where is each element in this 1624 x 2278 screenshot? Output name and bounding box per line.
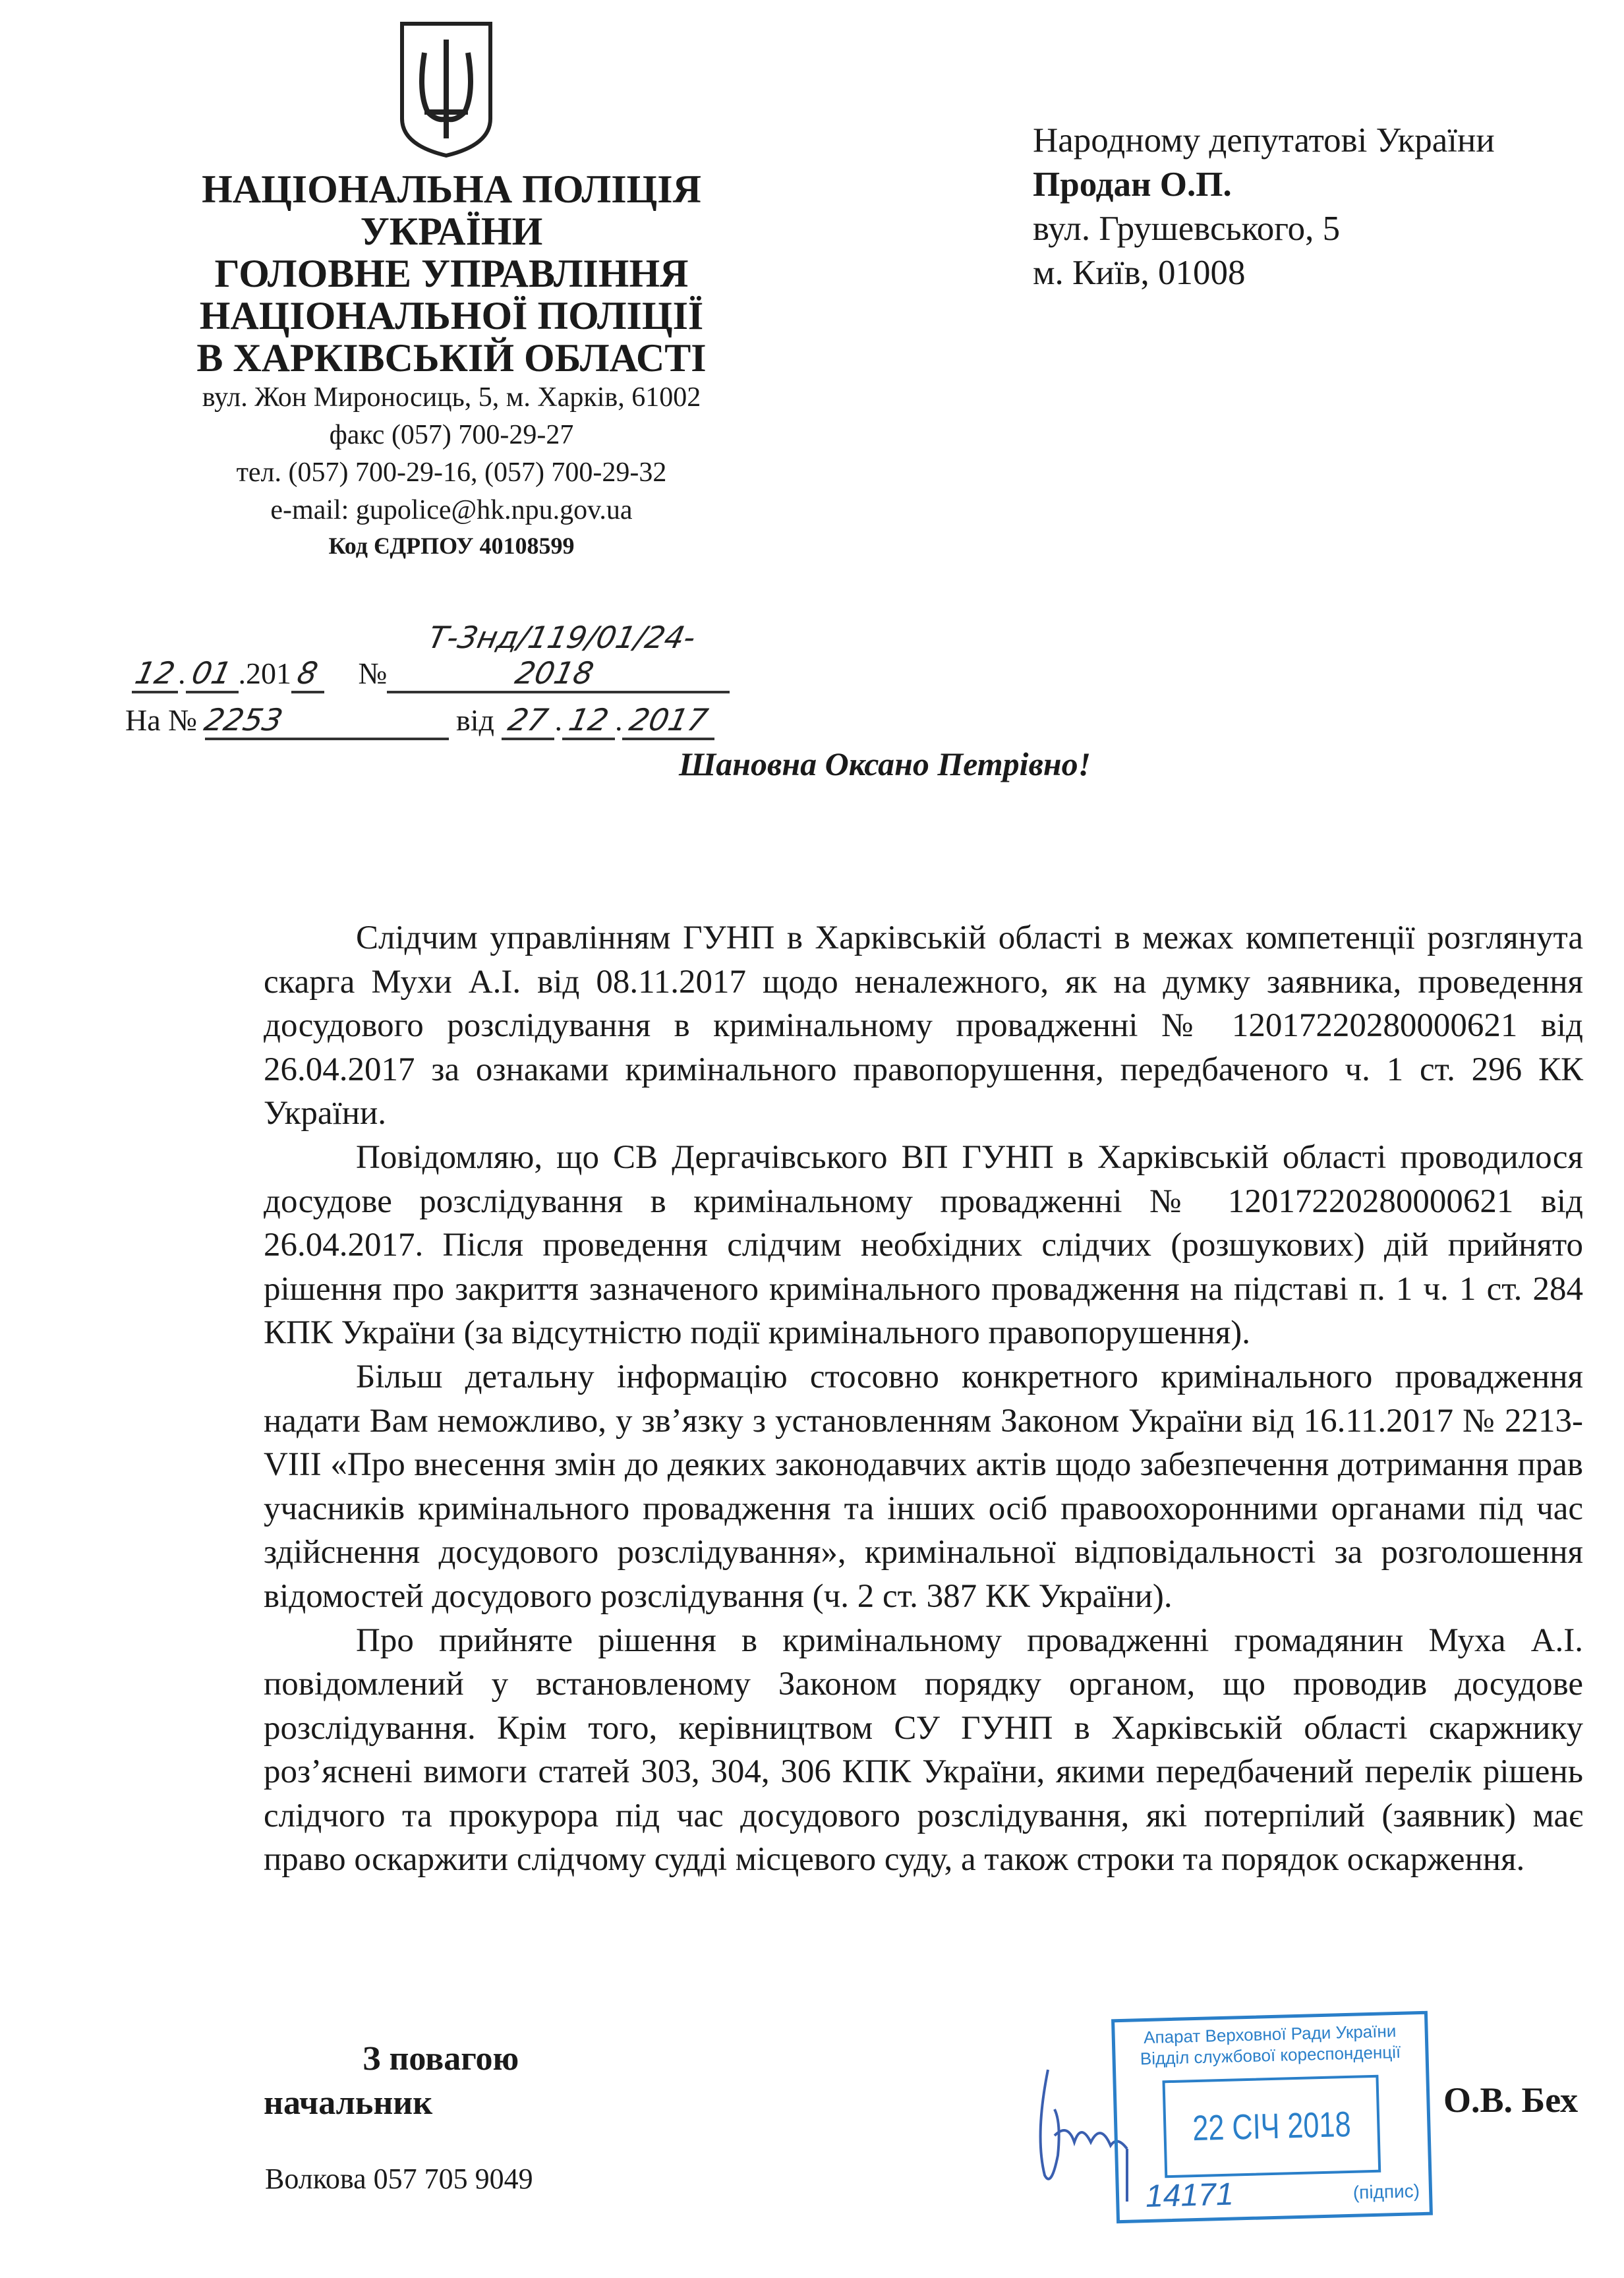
org-line: ГОЛОВНЕ УПРАВЛІННЯ: [214, 252, 689, 295]
sender-fax: факс (057) 700-29-27: [329, 420, 574, 450]
org-line: НАЦІОНАЛЬНА ПОЛІЦІЯ: [202, 167, 701, 211]
body-paragraph: Повідомляю, що СВ Дергачівського ВП ГУНП в Харківській області проводилося досудове розслідування в кримінальному провадженні № 12017220280000621 від 26.04.2017. Після проведення слідчим необхідних слідчих (розшукових) дій прийнято рішення про закриття зазначеного кримінального провадження на підставі п. 1 ч. 1 ст. 284 КПК України (за відсутністю події кримінального правопорушення).: [264, 1138, 1583, 1352]
incoming-day: 27: [505, 702, 552, 738]
addressee-city: м. Київ, 01008: [1033, 254, 1246, 292]
addressee-block: [1033, 119, 1495, 295]
signer-name: О.В. Бех: [1443, 2080, 1579, 2120]
addressee-title: Народному депутатові України: [1033, 121, 1495, 160]
stamp-signature-label: (підпис): [1352, 2180, 1420, 2203]
outgoing-year-suffix: 8: [294, 655, 322, 691]
sender-email: e-mail: gupolice@hk.npu.gov.ua: [270, 495, 633, 525]
closing-position: начальник: [264, 2084, 433, 2122]
sender-address: вул. Жон Мироносиць, 5, м. Харків, 61002: [202, 382, 701, 413]
org-line: НАЦІОНАЛЬНОЇ ПОЛІЦІЇ: [199, 294, 704, 337]
incoming-year: 2017: [626, 702, 711, 738]
registration-stamp: [1111, 2011, 1433, 2223]
stamp-date: 22 СІЧ 2018: [1192, 2104, 1352, 2149]
executor-contact: Волкова 057 705 9049: [265, 2163, 533, 2195]
incoming-from-label: від: [456, 703, 494, 737]
outgoing-day: 12: [131, 655, 179, 691]
stamp-line2: Відділ службової кореспонденції: [1140, 2041, 1401, 2069]
outgoing-month: 01: [188, 655, 235, 691]
outgoing-reference: 12. 01 .201 8 №Т-3нд/119/01/24-2018: [132, 620, 730, 693]
number-label: №: [358, 657, 388, 690]
incoming-reference: На № 2253 від 27 . 12 . 2017: [125, 702, 714, 740]
sender-phone: тел. (057) 700-29-16, (057) 700-29-32: [236, 457, 667, 488]
incoming-number: 2253: [200, 702, 286, 738]
salutation: Шановна Оксано Петрівно!: [679, 745, 1091, 782]
incoming-label: На №: [125, 703, 198, 737]
body-paragraph: Про прийняте рішення в кримінальному провадженні громадянин Муха А.І. повідомлений у встановленому Законом порядку органом, що проводив досудове розслідування. Крім того, керівництвом СУ ГУНП в Харківській області скаржнику роз’яснені вимоги статей 303, 304, 306 КПК України, якими передбачений перелік рішень слідчого та прокурора під час досудового розслідування, які потерпілий (заявник) має право оскаржити слідчому судді місцевого суду, а також строки та порядок оскарження.: [264, 1621, 1583, 1879]
stamp-date-box: [1162, 2075, 1381, 2178]
outgoing-number: Т-3нд/119/01/24-2018: [425, 620, 699, 691]
addressee-name: Продан О.П.: [1033, 165, 1232, 204]
body-paragraph: Більш детальну інформацію стосовно конкретного кримінального провадження надати Вам неможливо, у зв’язку з установленням Законом України від 16.11.2017 № 2213-VIII «Про внесення змін до деяких законодавчих актів щодо забезпечення дотримання прав учасників кримінального провадження та інших осіб правоохоронними органами під час здійснення досудового розслідування», кримінальної відповідальності за розголошення відомостей досудового розслідування (ч. 2 ст. 387 КК України).: [264, 1358, 1583, 1615]
sender-code: Код ЄДРПОУ 40108599: [328, 533, 575, 559]
org-line: УКРАЇНИ: [360, 210, 543, 253]
stamp-line1: Апарат Верховної Ради України: [1143, 2021, 1397, 2048]
incoming-month: 12: [565, 702, 612, 738]
closing-regards: З повагою: [362, 2040, 519, 2078]
closing: [264, 2037, 519, 2125]
addressee-street: вул. Грушевського, 5: [1033, 210, 1341, 248]
sender-header: [99, 168, 804, 562]
org-line: В ХАРКІВСЬКІЙ ОБЛАСТІ: [196, 336, 707, 380]
letter-body: [264, 916, 1583, 1882]
coat-of-arms-icon: [398, 20, 494, 160]
body-paragraph: Слідчим управлінням ГУНП в Харківській області в межах компетенції розглянута скарга Мухи А.І. від 08.11.2017 щодо неналежного, як на думку заявника, проведення досудового розслідування в кримінальному провадженні № 12017220280000621 від 26.04.2017 за ознаками кримінального правопорушення, передбаченого ч. 1 ст. 296 КК України.: [264, 920, 1583, 1132]
outgoing-year-prefix: .201: [238, 657, 291, 690]
stamp-number: 14171: [1145, 2176, 1234, 2215]
